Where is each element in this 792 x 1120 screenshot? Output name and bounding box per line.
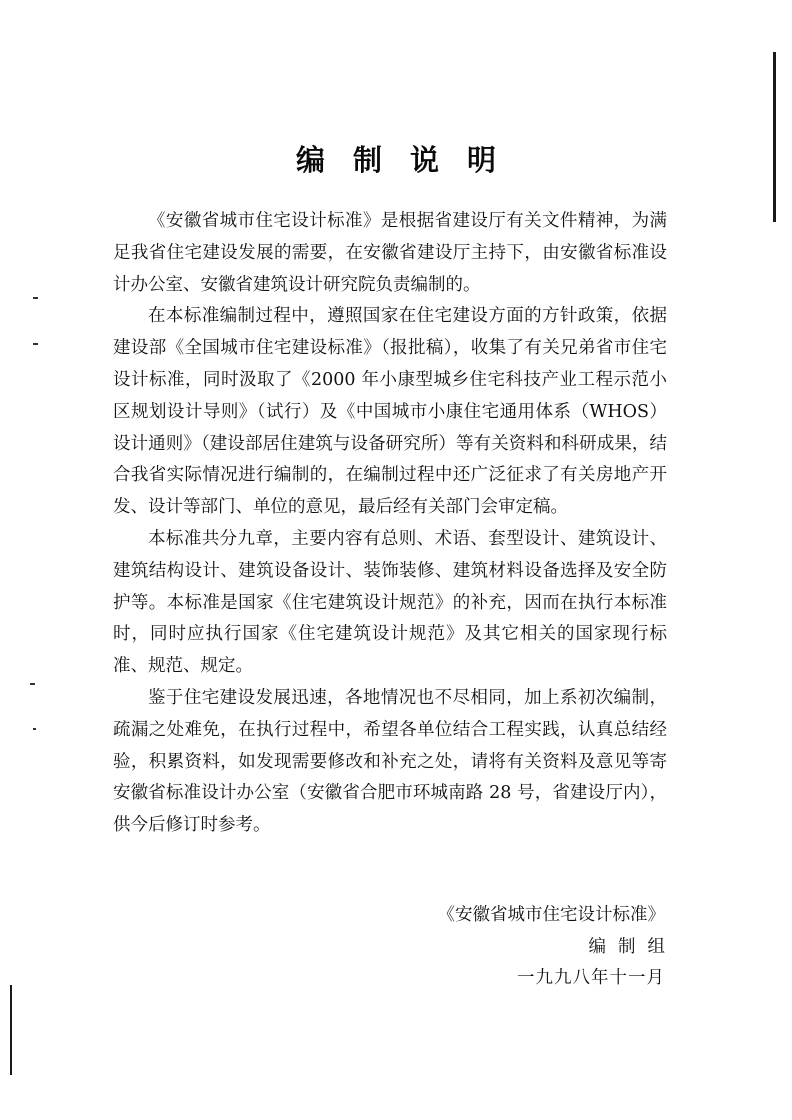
signature-block (437, 900, 677, 995)
paragraph-1: 《安徽省城市住宅设计标准》是根据省建设厅有关文件精神，为满足我省住宅建设发展的需要，在安徽省建设厅主持下，由安徽省标准设计办公室、安徽省建筑设计研究院负责编制的。 (113, 211, 667, 295)
scan-edge-line (773, 52, 776, 222)
page-title: 编制说明 (295, 143, 524, 177)
paragraph-4: 鉴于住宅建设发展迅速，各地情况也不尽相同，加上系初次编制，疏漏之处难免，在执行过程中，希望各单位结合工程实践，认真总结经验，积累资料，如发现需要修改和补充之处，请将有关资料及意见等寄安徽省标准设计办公室（安徽省合肥市环城南路 28 号，省建设厅内），供今后修订时参考。 (113, 687, 667, 836)
scan-speck (33, 343, 38, 345)
paragraph-2: 在本标准编制过程中，遵照国家在住宅建设方面的方针政策，依据建设部《全国城市住宅建设标准》（报批稿），收集了有关兄弟省市住宅设计标准，同时汲取了《2000 年小康型城乡住宅科技产业工程示范小区规划设计导则》（试行）及《中国城市小康住宅通用体系（WHOS）设计通则》（建设部居住建筑与设备研究所）等有关资料和科研成果，结合我省实际情况进行编制的，在编制过程中还广泛征求了有关房地产开发、设计等部门、单位的意见，最后经有关部门会审定稿。 (113, 306, 667, 518)
scan-edge-line (10, 985, 12, 1075)
scan-speck (33, 728, 36, 730)
paragraph-3: 本标准共分九章，主要内容有总则、术语、套型设计、建筑设计、建筑结构设计、建筑设备设计、装饰装修、建筑材料设备选择及安全防护等。本标准是国家《住宅建筑设计规范》的补充，因而在执行本标准时，同时应执行国家《住宅建筑设计规范》及其它相关的国家现行标准、规范、规定。 (113, 528, 667, 677)
scan-speck (30, 683, 35, 685)
signature-date: 一九九八年十一月 (517, 968, 665, 988)
signature-publication: 《安徽省城市住宅设计标准》 (437, 905, 665, 925)
body-text (113, 206, 667, 842)
signature-group: 编制组 (588, 936, 677, 957)
scan-speck (33, 297, 38, 299)
